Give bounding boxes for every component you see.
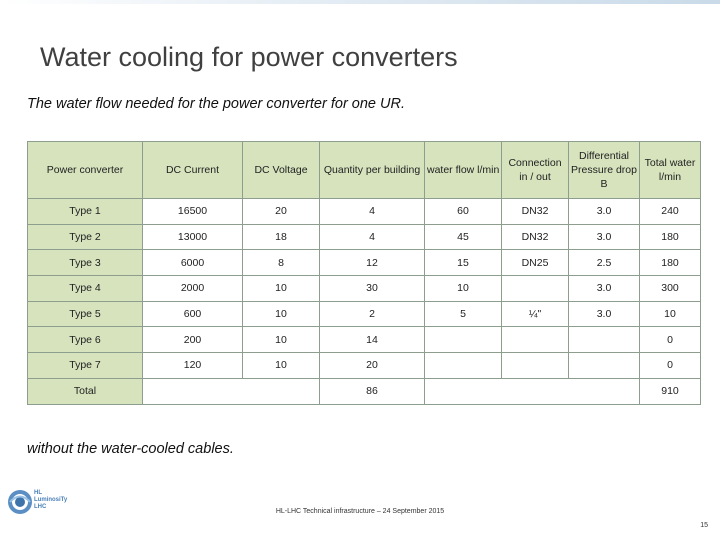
cell-dc-voltage: 10: [243, 301, 320, 327]
cell-water-flow: 60: [425, 199, 502, 225]
cell-quantity: 30: [320, 276, 425, 302]
header-pressure-drop: Differential Pressure drop B: [569, 142, 640, 199]
row-label: Type 4: [28, 276, 143, 302]
cell-connection: ¼": [502, 301, 569, 327]
cell-water-flow: 10: [425, 276, 502, 302]
cell-water-flow: 45: [425, 224, 502, 250]
cell-dc-current: 600: [143, 301, 243, 327]
table-header-row: [28, 142, 701, 199]
total-water: 910: [640, 378, 701, 404]
cell-total-water: 0: [640, 353, 701, 379]
cell-quantity: 20: [320, 353, 425, 379]
total-row: [28, 378, 701, 404]
header-dc-voltage: DC Voltage: [243, 142, 320, 199]
cell-total-water: 240: [640, 199, 701, 225]
cell-dc-voltage: 10: [243, 327, 320, 353]
cell-quantity: 14: [320, 327, 425, 353]
row-label: Type 3: [28, 250, 143, 276]
cell-connection: DN32: [502, 199, 569, 225]
table-row: [28, 250, 701, 276]
table-row: [28, 353, 701, 379]
cell-pressure-drop: 3.0: [569, 224, 640, 250]
header-connection: Connection in / out: [502, 142, 569, 199]
cell-pressure-drop: 3.0: [569, 276, 640, 302]
cell-connection: [502, 276, 569, 302]
header-quantity: Quantity per building: [320, 142, 425, 199]
cell-dc-current: 120: [143, 353, 243, 379]
cell-water-flow: 15: [425, 250, 502, 276]
slide-note: without the water-cooled cables.: [27, 441, 234, 457]
cell-dc-current: 16500: [143, 199, 243, 225]
table-row: [28, 276, 701, 302]
header-water-flow: water flow l/min: [425, 142, 502, 199]
cell-pressure-drop: [569, 353, 640, 379]
cell-dc-voltage: 20: [243, 199, 320, 225]
cell-total-water: 300: [640, 276, 701, 302]
header-dc-current: DC Current: [143, 142, 243, 199]
cell-pressure-drop: 2.5: [569, 250, 640, 276]
water-flow-table: [27, 141, 701, 405]
cell-dc-current: 13000: [143, 224, 243, 250]
cell-connection: [502, 353, 569, 379]
logo-line: HL: [34, 490, 42, 496]
row-label: Type 6: [28, 327, 143, 353]
slide-footer: HL-LHC Technical infrastructure – 24 September 2015: [275, 508, 445, 515]
slide-subtitle: The water flow needed for the power converter for one UR.: [27, 96, 405, 112]
logo-line: LuminosiTy: [34, 497, 68, 503]
row-label: Type 1: [28, 199, 143, 225]
cell-connection: [502, 327, 569, 353]
total-quantity: 86: [320, 378, 425, 404]
cell-total-water: 180: [640, 224, 701, 250]
slide-title: Water cooling for power converters: [40, 42, 458, 72]
cell-pressure-drop: 3.0: [569, 301, 640, 327]
cell-total-water: 180: [640, 250, 701, 276]
cell-total-water: 0: [640, 327, 701, 353]
page-number: 15: [700, 522, 708, 529]
cell-dc-current: 2000: [143, 276, 243, 302]
cell-dc-voltage: 8: [243, 250, 320, 276]
table-row: [28, 199, 701, 225]
cell-dc-current: 200: [143, 327, 243, 353]
cell-quantity: 12: [320, 250, 425, 276]
cell-quantity: 4: [320, 199, 425, 225]
cell-pressure-drop: 3.0: [569, 199, 640, 225]
cell-dc-voltage: 10: [243, 353, 320, 379]
cell-connection: DN32: [502, 224, 569, 250]
total-blank-cell: [425, 378, 640, 404]
cell-connection: DN25: [502, 250, 569, 276]
table-row: [28, 327, 701, 353]
logo-line: LHC: [34, 504, 47, 510]
cell-quantity: 4: [320, 224, 425, 250]
cell-dc-voltage: 10: [243, 276, 320, 302]
cell-water-flow: 5: [425, 301, 502, 327]
row-label: Type 5: [28, 301, 143, 327]
cell-water-flow: [425, 327, 502, 353]
header-total-water: Total water l/min: [640, 142, 701, 199]
cell-quantity: 2: [320, 301, 425, 327]
row-label: Type 2: [28, 224, 143, 250]
cell-total-water: 10: [640, 301, 701, 327]
cell-dc-current: 6000: [143, 250, 243, 276]
cell-pressure-drop: [569, 327, 640, 353]
header-power-converter: Power converter: [28, 142, 143, 199]
total-blank-cell: [143, 378, 320, 404]
cell-dc-voltage: 18: [243, 224, 320, 250]
table-row: [28, 224, 701, 250]
row-label: Type 7: [28, 353, 143, 379]
cell-water-flow: [425, 353, 502, 379]
top-accent-line: [0, 0, 720, 4]
table-row: [28, 301, 701, 327]
total-label: Total: [28, 378, 143, 404]
